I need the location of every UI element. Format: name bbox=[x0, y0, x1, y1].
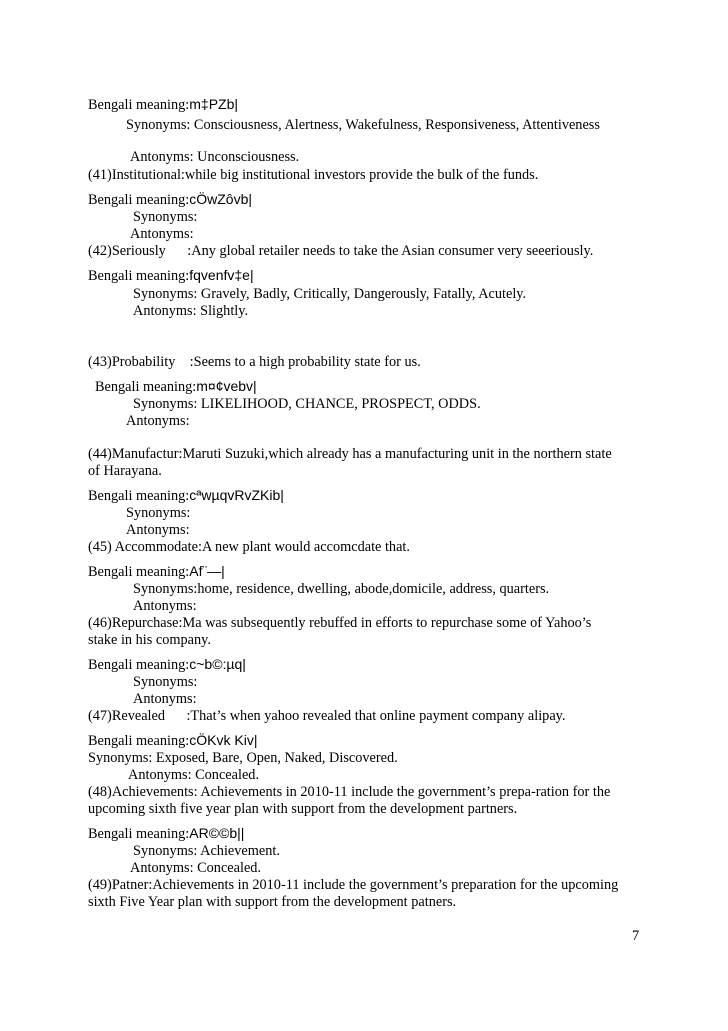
antonyms-line: Antonyms: bbox=[133, 598, 197, 614]
bengali-meaning-line: Bengali meaning:Af¨—| bbox=[88, 563, 225, 580]
antonyms-line: Antonyms: Unconsciousness. bbox=[130, 149, 300, 165]
bengali-text: fqvenfv‡e| bbox=[189, 267, 254, 283]
antonyms-line: Antonyms: bbox=[126, 413, 190, 429]
bengali-meaning-line: Bengali meaning:AR©©b|| bbox=[88, 825, 245, 842]
bengali-meaning-line: Bengali meaning:cÖwZôvb| bbox=[88, 191, 253, 208]
bengali-meaning-line: Bengali meaning:cÖKvk Kiv| bbox=[88, 732, 258, 749]
bengali-text: AR©©b|| bbox=[189, 825, 245, 841]
bengali-text: cªwµqvRvZKib| bbox=[189, 487, 284, 503]
antonyms-line: Antonyms: bbox=[126, 522, 190, 538]
bengali-text: m‡PZb| bbox=[189, 96, 239, 112]
entry-heading: (47)Revealed :That’s when yahoo revealed that online payment company alipay. bbox=[88, 708, 566, 724]
synonyms-line: Synonyms: Gravely, Badly, Critically, Dangerously, Fatally, Acutely. bbox=[133, 286, 527, 302]
bengali-text: cÖKvk Kiv| bbox=[189, 732, 258, 748]
synonyms-line: Synonyms: Consciousness, Alertness, Wakefulness, Responsiveness, Attentiveness bbox=[126, 117, 600, 133]
bengali-text: m¤¢vebv| bbox=[196, 378, 257, 394]
synonyms-line: Synonyms:home, residence, dwelling, abode,domicile, address, quarters. bbox=[133, 581, 550, 597]
bengali-meaning-line: Bengali meaning:cªwµqvRvZKib| bbox=[88, 487, 284, 504]
bengali-text: cÖwZôvb| bbox=[189, 191, 253, 207]
bengali-text: Af¨—| bbox=[189, 563, 225, 579]
entry-heading: (43)Probability :Seems to a high probability state for us. bbox=[88, 354, 421, 370]
entry-heading: (41)Institutional:while big institutional investors provide the bulk of the funds. bbox=[88, 167, 539, 183]
entry-heading: (45) Accommodate:A new plant would accomcdate that. bbox=[88, 539, 410, 555]
entry-heading-continued: upcoming sixth five year plan with support from the development partners. bbox=[88, 801, 518, 817]
entry-heading: (48)Achievements: Achievements in 2010-11 include the government’s prepa-ration for the bbox=[88, 784, 611, 800]
entry-heading: (44)Manufactur:Maruti Suzuki,which already has a manufacturing unit in the northern state bbox=[88, 446, 612, 462]
entry-heading-continued: of Harayana. bbox=[88, 463, 162, 479]
antonyms-line: Antonyms: bbox=[133, 691, 197, 707]
synonyms-line: Synonyms: bbox=[133, 674, 198, 690]
synonyms-line: Synonyms: bbox=[126, 505, 191, 521]
entry-heading-continued: stake in his company. bbox=[88, 632, 211, 648]
bengali-text: c~b©:µq| bbox=[189, 656, 246, 672]
synonyms-line: Synonyms: bbox=[133, 209, 198, 225]
bengali-meaning-line: Bengali meaning:m¤¢vebv| bbox=[95, 378, 257, 395]
antonyms-line: Antonyms: Slightly. bbox=[133, 303, 249, 319]
entry-heading-continued: sixth Five Year plan with support from the development patners. bbox=[88, 894, 457, 910]
entry-heading: (46)Repurchase:Ma was subsequently rebuffed in efforts to repurchase some of Yahoo’s bbox=[88, 615, 592, 631]
bengali-meaning-line: Bengali meaning:c~b©:µq| bbox=[88, 656, 246, 673]
antonyms-line: Antonyms: Concealed. bbox=[128, 767, 260, 783]
bengali-meaning-line: Bengali meaning:m‡PZb| bbox=[88, 96, 239, 113]
entry-heading: (49)Patner:Achievements in 2010-11 include the government’s preparation for the upcoming bbox=[88, 877, 619, 893]
synonyms-line: Synonyms: LIKELIHOOD, CHANCE, PROSPECT, ODDS. bbox=[133, 396, 481, 412]
synonyms-line: Synonyms: Exposed, Bare, Open, Naked, Discovered. bbox=[88, 750, 398, 766]
entry-heading: (42)Seriously :Any global retailer needs to take the Asian consumer very seeeriously. bbox=[88, 243, 594, 259]
page-number: 7 bbox=[632, 928, 640, 944]
antonyms-line: Antonyms: Concealed. bbox=[130, 860, 262, 876]
bengali-meaning-line: Bengali meaning:fqvenfv‡e| bbox=[88, 267, 254, 284]
synonyms-line: Synonyms: Achievement. bbox=[133, 843, 280, 859]
antonyms-line: Antonyms: bbox=[130, 226, 194, 242]
